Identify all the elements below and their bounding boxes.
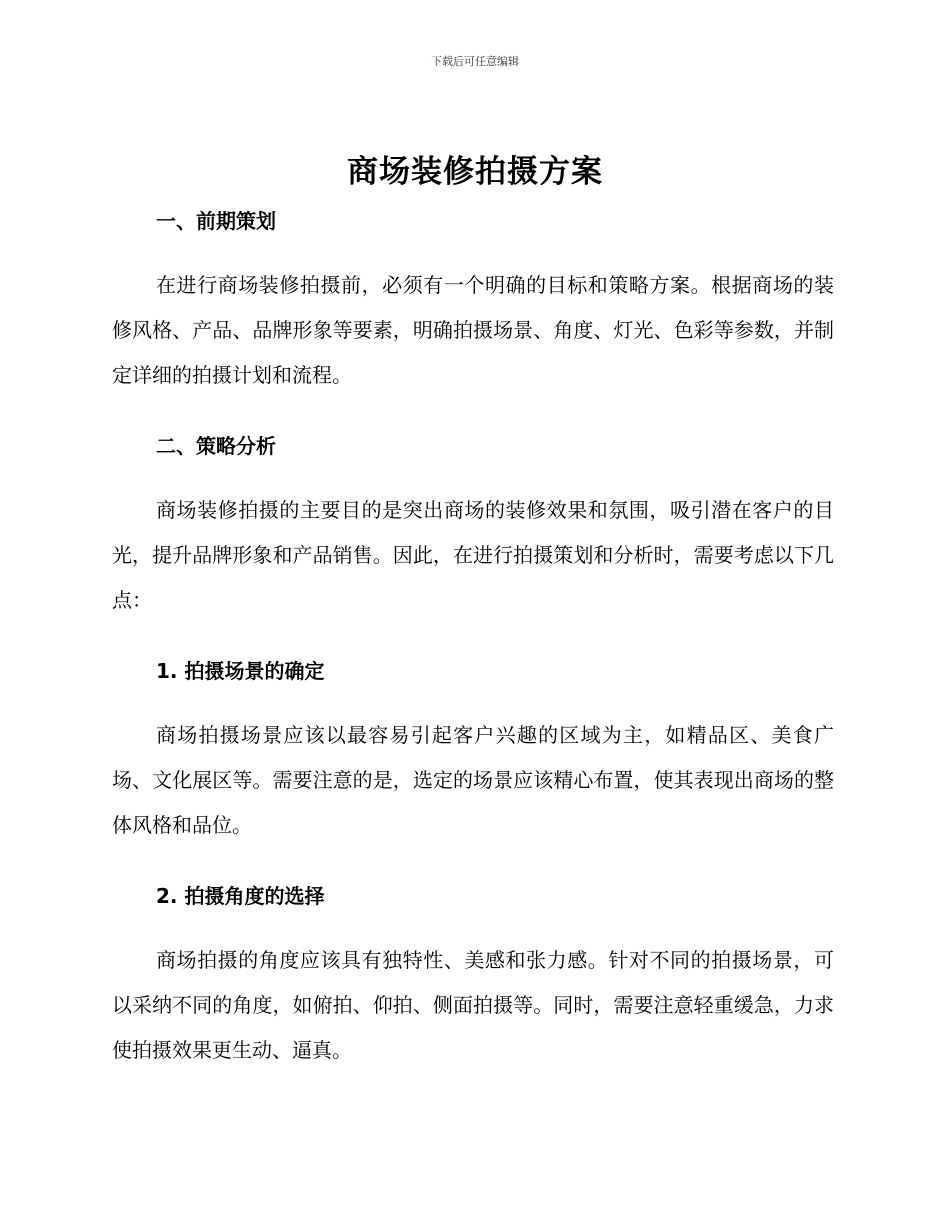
section-heading-planning: 一、前期策划 <box>156 209 276 233</box>
section-paragraph-strategy: 商场装修拍摄的主要目的是突出商场的装修效果和氛围，吸引潜在客户的目光，提升品牌形象和产品销售。因此，在进行拍摄策划和分析时，需要考虑以下几点： <box>112 498 834 612</box>
document-body <box>112 205 834 1073</box>
document-title: 商场装修拍摄方案 <box>347 154 603 190</box>
subsection-paragraph-angle: 商场拍摄的角度应该具有独特性、美感和张力感。针对不同的拍摄场景，可以采纳不同的角度，如俯拍、仰拍、侧面拍摄等。同时，需要注意轻重缓急，力求使拍摄效果更生动、逼真。 <box>112 948 834 1062</box>
subsection-paragraph-scene: 商场拍摄场景应该以最容易引起客户兴趣的区域为主，如精品区、美食广场、文化展区等。需要注意的是，选定的场景应该精心布置，使其表现出商场的整体风格和品位。 <box>112 723 834 837</box>
subsection-heading-angle: 2. 拍摄角度的选择 <box>156 884 325 908</box>
section-heading-strategy: 二、策略分析 <box>156 434 276 458</box>
section-paragraph-planning: 在进行商场装修拍摄前，必须有一个明确的目标和策略方案。根据商场的装修风格、产品、品牌形象等要素，明确拍摄场景、角度、灯光、色彩等参数，并制定详细的拍摄计划和流程。 <box>112 273 834 387</box>
subsection-heading-scene: 1. 拍摄场景的确定 <box>156 659 325 683</box>
page-header-note: 下载后可任意编辑 <box>431 55 519 68</box>
